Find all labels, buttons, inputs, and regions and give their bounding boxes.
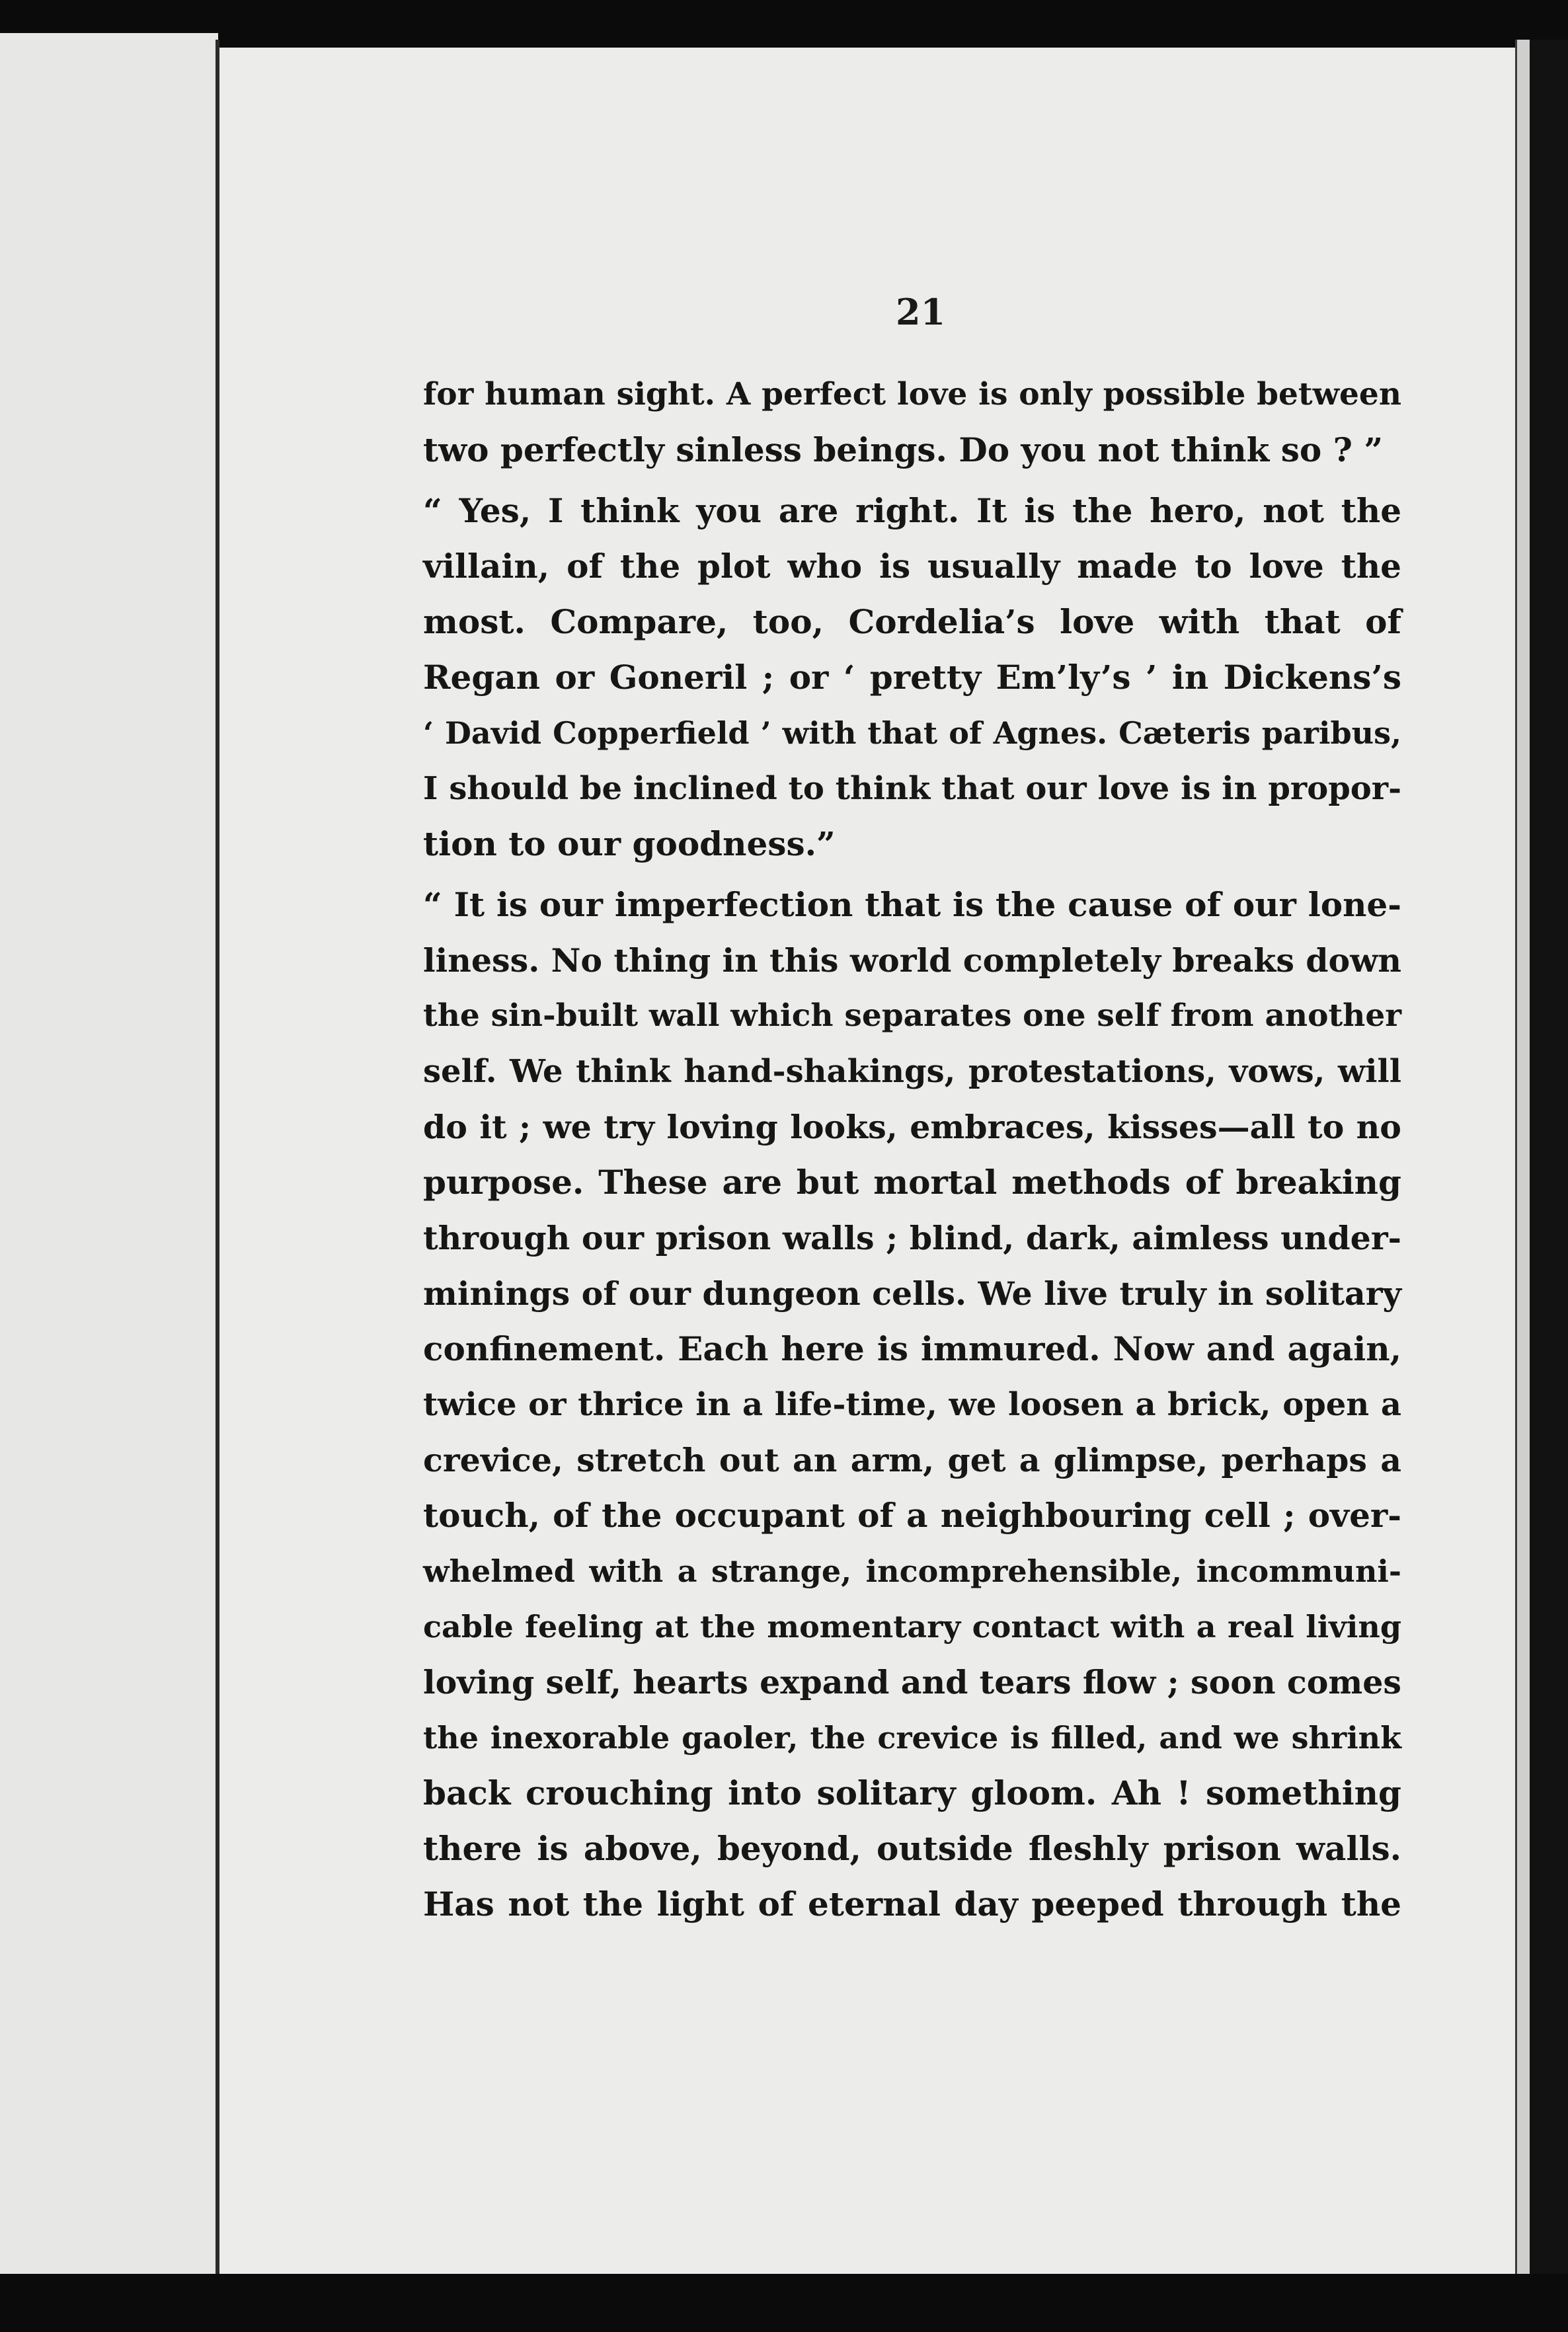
text-line: there is above, beyond, outside fleshly prison walls. (423, 1829, 1401, 1868)
text-line: ‘ David Copperfield ’ with that of Agnes. Cæteris paribus, (423, 715, 1401, 751)
text-line: “ Yes, I think you are right. It is the hero, not the (423, 491, 1401, 530)
text-line: through our prison walls ; blind, dark, aimless under- (423, 1219, 1401, 1257)
scan-right-border (1530, 40, 1568, 2280)
text-line: touch, of the occupant of a neighbouring cell ; over- (423, 1496, 1401, 1535)
page-body-text (423, 367, 1401, 1932)
text-line: loving self, hearts expand and tears flow ; soon comes (423, 1663, 1401, 1701)
text-line: minings of our dungeon cells. We live truly in solitary (423, 1274, 1401, 1313)
text-line: tion to our goodness.” (423, 824, 836, 863)
text-line: back crouching into solitary gloom. Ah ! something (423, 1773, 1401, 1812)
text-line: crevice, stretch out an arm, get a glimpse, perhaps a (423, 1441, 1401, 1479)
text-line: do it ; we try loving looks, embraces, kisses—all to no (423, 1108, 1401, 1146)
text-line: for human sight. A perfect love is only possible between (423, 376, 1401, 412)
text-line: Regan or Goneril ; or ‘ pretty Em’ly’s ’ in Dickens’s (423, 658, 1401, 697)
text-line: villain, of the plot who is usually made to love the (423, 547, 1401, 586)
text-line: liness. No thing in this world completely breaks down (423, 941, 1401, 980)
text-line: purpose. These are but mortal methods of breaking (423, 1163, 1401, 1202)
text-line: most. Compare, too, Cordelia’s love with that of (423, 602, 1401, 641)
text-line: I should be inclined to think that our love is in propor- (423, 770, 1401, 807)
scan-bottom-border (0, 2274, 1568, 2332)
facing-page-edge (0, 33, 218, 2280)
text-line: cable feeling at the momentary contact with a real living (423, 1609, 1401, 1645)
text-line: twice or thrice in a life-time, we loosen a brick, open a (423, 1386, 1401, 1423)
text-line: whelmed with a strange, incomprehensible, incommuni- (423, 1553, 1401, 1589)
text-line: confinement. Each here is immured. Now and again, (423, 1329, 1401, 1368)
page-number: 21 (896, 291, 946, 333)
scan-top-border (0, 0, 1568, 52)
text-line: “ It is our imperfection that is the cause of our lone- (423, 885, 1401, 924)
text-line: the sin-built wall which separates one self from another (423, 997, 1401, 1034)
text-line: self. We think hand-shakings, protestations, vows, will (423, 1053, 1401, 1090)
text-line: two perfectly sinless beings. Do you not think so ? ” (423, 430, 1384, 469)
text-line: Has not the light of eternal day peeped through the (423, 1885, 1401, 1924)
text-line: the inexorable gaoler, the crevice is filled, and we shrink (423, 1720, 1401, 1756)
